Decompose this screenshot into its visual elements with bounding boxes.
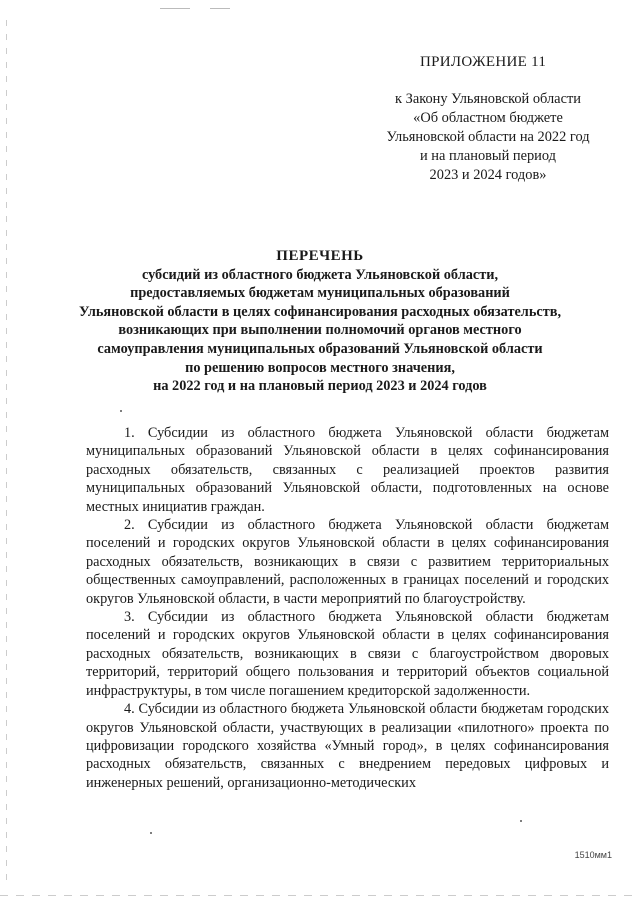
title-line: Ульяновской области в целях софинансирования расходных обязательств, (78, 303, 562, 320)
scan-speck (150, 832, 152, 834)
title-line: по решению вопросов местного значения, (185, 359, 455, 376)
title-line: возникающих при выполнении полномочий органов местного (118, 322, 522, 339)
scan-edge-bottom (0, 895, 640, 896)
paragraph: 4. Субсидии из областного бюджета Ульяновской области бюджетам городских округов Ульяновской области, участвующих в реализации «пилотного» проекта по цифровизации городского хозяйства «Умный город», в целях софинансирования расходных обязательств, связанных с внедрением передовых цифровых и инженерных решений, организационно-методических (86, 701, 609, 791)
title-line: субсидий из областного бюджета Ульяновской области, (141, 266, 499, 283)
law-reference-line: к Закону Ульяновской области (395, 91, 581, 107)
scan-speck (520, 820, 522, 822)
title-line: самоуправления муниципальных образований Ульяновской области (97, 340, 543, 357)
law-reference-line: Ульяновской области на 2022 год (386, 129, 590, 145)
scan-artifact (210, 8, 230, 9)
title-line: предоставляемых бюджетам муниципальных образований (130, 285, 510, 302)
title-line: на 2022 год и на плановый период 2023 и 2024 годов (153, 378, 487, 395)
footer-code: 1510мм1 (574, 850, 612, 860)
law-reference-line: 2023 и 2024 годов» (429, 167, 547, 183)
paragraph: 1. Субсидии из областного бюджета Ульяновской области бюджетам муниципальных образований Ульяновской области в целях софинансирования расходных обязательств, связанных с реализацией проектов развития муниципальных образований Ульяновской области, подготовленных на основе местных инициатив граждан. (86, 425, 609, 515)
scan-artifact (160, 8, 190, 9)
paragraph: 2. Субсидии из областного бюджета Ульяновской области бюджетам поселений и городских округов Ульяновской области в целях софинансирования расходных обязательств, возникающих в связи с развитием территориальных общественных самоуправлений, расположенных в границах поселений и городских округов Ульяновской области, в части мероприятий по благоустройству. (86, 517, 609, 607)
paragraph: 3. Субсидии из областного бюджета Ульяновской области бюджетам поселений и городских округов Ульяновской области в целях софинансирования расходных обязательств, возникающих в связи с благоустройством дворовых территорий, территорий общего пользования и территорий объектов социальной инфраструктуры, в том числе погашением кредиторской задолженности. (86, 609, 609, 699)
document-title (70, 247, 570, 396)
law-reference (370, 90, 606, 185)
appendix-number: ПРИЛОЖЕНИЕ 11 (420, 54, 547, 70)
document-body (86, 424, 609, 792)
title-heading: ПЕРЕЧЕНЬ (276, 248, 364, 264)
scan-speck (120, 410, 122, 412)
law-reference-line: «Об областном бюджете (413, 110, 563, 126)
law-reference-line: и на плановый период (419, 148, 556, 164)
scan-edge-left (6, 20, 7, 880)
